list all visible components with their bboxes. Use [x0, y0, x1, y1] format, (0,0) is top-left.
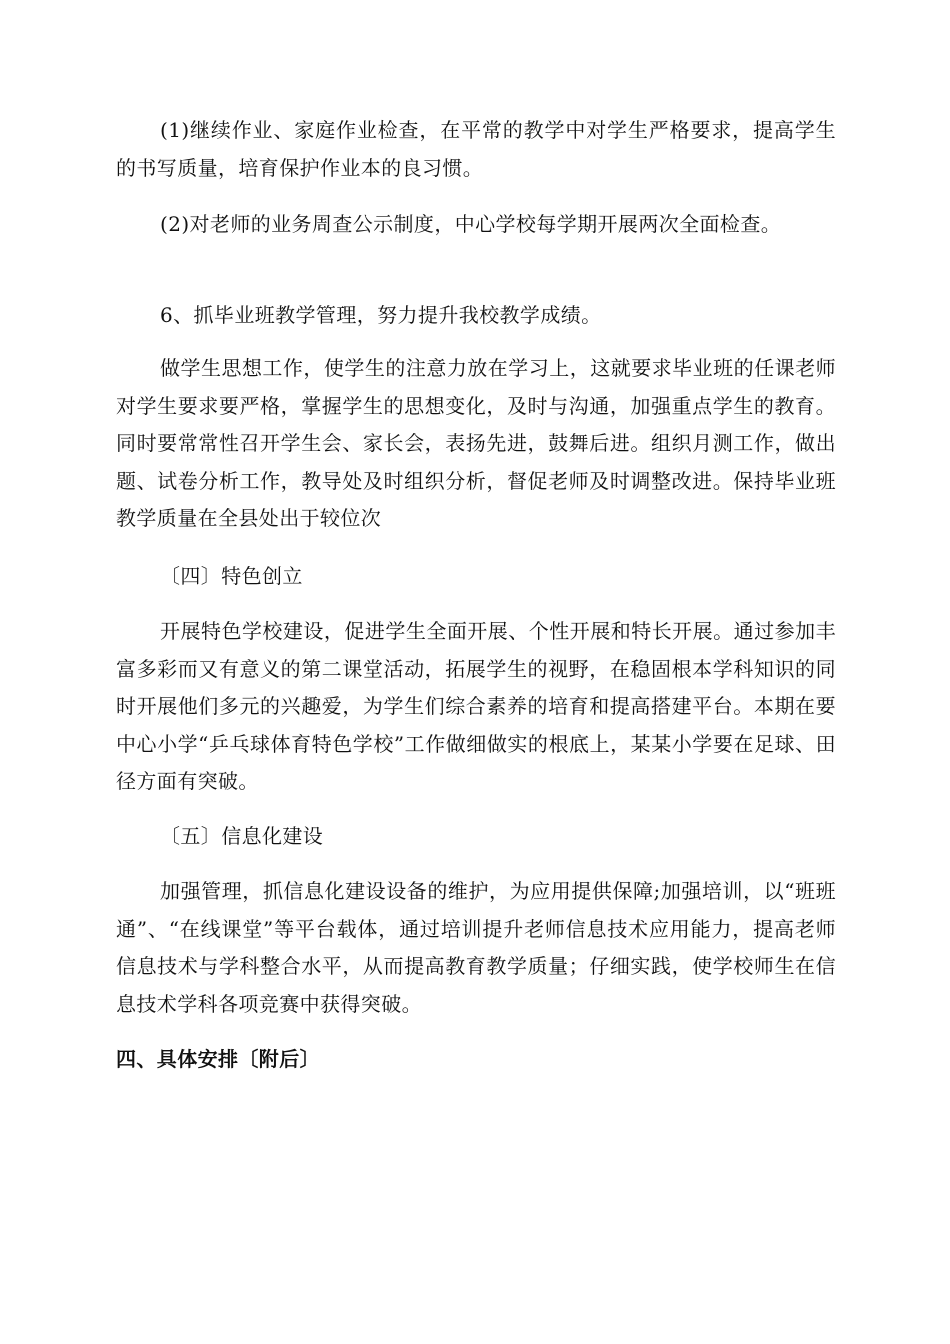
paragraph-informatization-body: 加强管理，抓信息化建设设备的维护，为应用提供保障;加强培训，以“班班通”、“在线课堂”等平台载体，通过培训提升老师信息技术应用能力，提高老师信息技术与学科整合水平，从而提高教育教学质量；仔细实践，使学校师生在信息技术学科各项竞赛中获得突破。	[116, 879, 836, 1016]
paragraph-graduating-class-title: 6、抓毕业班教学管理，努力提升我校教学成绩。	[160, 303, 602, 327]
paragraph-graduating-class-body: 做学生思想工作，使学生的注意力放在学习上，这就要求毕业班的任课老师对学生要求要严格，掌握学生的思想变化，及时与沟通，加强重点学生的教育。同时要常常性召开学生会、家长会，表扬先进，鼓舞后进。组织月测工作，做出题、试卷分析工作，教导处及时组织分析，督促老师及时调整改进。保持毕业班教学质量在全县处出于较位次	[116, 356, 836, 530]
subheading-feature-creation: 〔四〕特色创立	[160, 564, 303, 588]
section-heading: 四、具体安排〔附后〕	[116, 1047, 320, 1071]
paragraph-teacher-inspection: (2)对老师的业务周查公示制度，中心学校每学期开展两次全面检查。	[160, 212, 782, 236]
subheading-informatization: 〔五〕信息化建设	[160, 824, 324, 848]
paragraph-homework-check: (1)继续作业、家庭作业检查，在平常的教学中对学生严格要求，提高学生的书写质量，培育保护作业本的良习惯。	[116, 118, 836, 180]
paragraph-feature-school: 开展特色学校建设，促进学生全面开展、个性开展和特长开展。通过参加丰富多彩而又有意义的第二课堂活动，拓展学生的视野，在稳固根本学科知识的同时开展他们多元的兴趣爱，为学生们综合素养的培育和提高搭建平台。本期在要中心小学“乒乓球体育特色学校”工作做细做实的根底上，某某小学要在足球、田径方面有突破。	[116, 619, 836, 793]
